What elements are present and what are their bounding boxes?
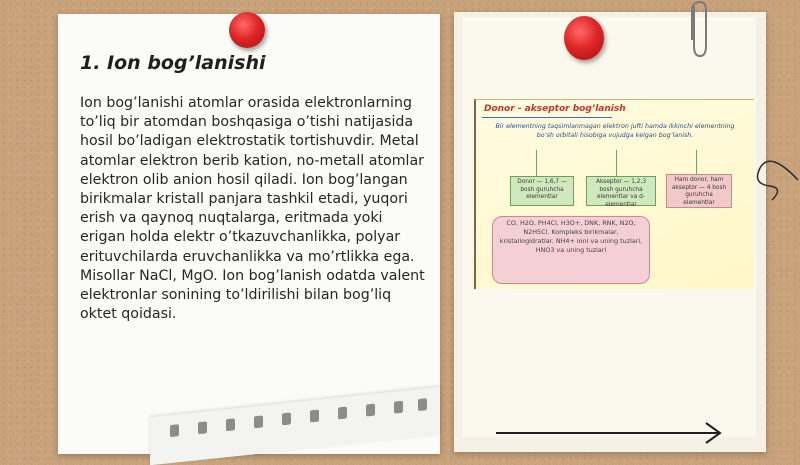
tear-hole <box>310 409 319 422</box>
push-pin-icon <box>229 12 265 48</box>
slide-connector <box>536 150 537 176</box>
slide-connector <box>616 150 617 176</box>
paper-clip-icon <box>686 0 712 62</box>
slide-box-donor-acceptor: Ham donor, ham akseptor — 4 bosh guruhcha elementlar <box>666 174 732 208</box>
note-card-left <box>58 14 440 454</box>
slide-examples-box: CO, H2O, PH4Cl, H3O+, DNK, RNK, N2O, N2H5Cl. Kompleks birikmalar, kristallogidratlar. NH4+ ioni va uning tuzlari, HNO3 va uning tuzlari <box>492 216 650 284</box>
slide-title-underline <box>482 117 612 118</box>
tear-hole <box>394 401 403 414</box>
slide-connector <box>696 150 697 176</box>
tear-hole <box>418 398 427 411</box>
tear-hole <box>338 407 347 420</box>
tear-hole <box>170 424 179 437</box>
card-heading: 1. Ion bog’lanishi <box>80 52 266 74</box>
slide-box-donor: Donor — 1,6,7 — bosh guruhcha elementlar <box>510 176 574 206</box>
push-pin-icon <box>564 16 604 60</box>
slide-subtitle: Bir elementning taqsimlanmagan elektron jufti hamda ikkinchi elementning bo’sh orbitali hisobiga vujudga kelgan bog’lanish. <box>495 123 735 139</box>
squiggle-doodle-icon <box>750 150 800 210</box>
tear-hole <box>282 412 291 425</box>
right-arrow-icon <box>494 420 726 446</box>
donor-acceptor-slide-image <box>474 99 754 289</box>
tear-hole <box>198 421 207 434</box>
tear-hole <box>254 415 263 428</box>
tear-hole <box>226 418 235 431</box>
slide-title: Donor - akseptor bog’lanish <box>484 104 626 114</box>
card-paragraph: Ion bog’lanishi atomlar orasida elektronlarning to’liq bir atomdan boshqasiga o’tishi natijasida hosil bo’ladigan elektrostatik tortishuvdir. Metal atomlar elektron berib kation, no-metall atomlar elektron olib anion hosil qiladi. Ion bog’langan birikmalar kristall panjara tashkil etadi, yuqori erish va qaynoq nuqtalarga, eritmada yoki erigan holda elektr o’tkazuvchanlikka, polyar erituvchilarda eruvchanlikka va mo’rtlikka ega. Misollar NaCl, MgO. Ion bog’lanish odatda valent elektronlar sonining to’ldirilishi bilan bog’liq oktet qoidasi. <box>80 95 425 323</box>
tear-hole <box>366 404 375 417</box>
slide-box-acceptor: Akseptor — 1,2,3 bosh guruhcha elementlar va d-elementlar <box>586 176 656 206</box>
